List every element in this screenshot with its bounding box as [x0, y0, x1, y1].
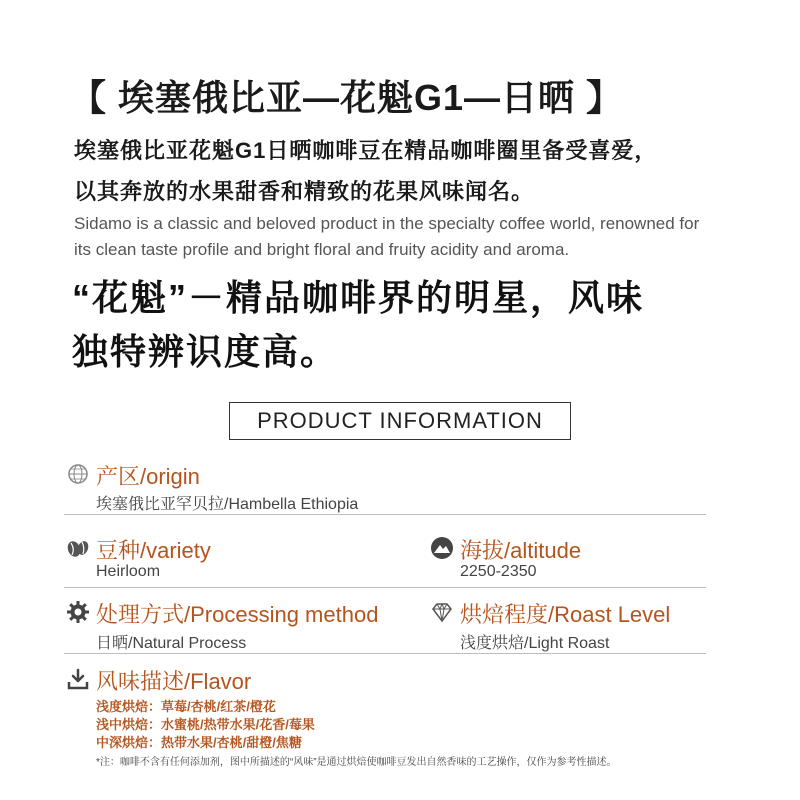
variety-label: 豆种/variety	[96, 538, 211, 563]
flavor-line-light: 浅度烘焙：草莓/杏桃/红茶/橙花	[96, 699, 276, 714]
intro-en-line1: Sidamo is a classic and beloved product in the specialty coffee world, renowned for	[74, 214, 700, 233]
coffee-bean-icon	[66, 536, 90, 560]
intro-zh-line1: 埃塞俄比亚花魁G1日晒咖啡豆在精品咖啡圈里备受喜爱，	[74, 138, 658, 163]
divider	[64, 587, 706, 588]
slogan-line1: “花魁”－精品咖啡界的明星，风味	[72, 277, 645, 318]
gear-icon	[66, 600, 90, 624]
divider	[64, 653, 706, 654]
flavor-line-light-medium: 浅中烘焙：水蜜桃/热带水果/花香/莓果	[96, 717, 315, 732]
processing-value: 日晒/Natural Process	[96, 635, 247, 652]
altitude-label: 海拔/altitude	[460, 538, 582, 563]
product-information-heading: PRODUCT INFORMATION	[229, 402, 571, 440]
download-icon	[66, 667, 90, 691]
origin-label: 产区/origin	[96, 464, 200, 489]
slogan-line2: 独特辨识度高。	[72, 331, 339, 372]
roast-label: 烘焙程度/Roast Level	[460, 602, 671, 627]
variety-value: Heirloom	[96, 563, 161, 580]
disclaimer-note: *注：咖啡不含有任何添加剂，图中所描述的“风味”是通过烘焙使咖啡豆发出自然香味的工艺操作，仅作为参考性描述。	[96, 757, 617, 768]
mountain-icon	[430, 536, 454, 560]
roast-value: 浅度烘焙/Light Roast	[460, 635, 610, 652]
processing-label: 处理方式/Processing method	[96, 602, 379, 627]
intro-en-line2: its clean taste profile and bright floral and fruity acidity and aroma.	[74, 240, 570, 259]
page-title: 【 埃塞俄比亚—花魁G1—日晒 】	[70, 77, 624, 118]
altitude-value: 2250-2350	[460, 563, 537, 580]
origin-value: 埃塞俄比亚罕贝拉/Hambella Ethiopia	[96, 496, 359, 513]
diamond-icon	[430, 600, 454, 624]
globe-icon	[66, 462, 90, 486]
divider	[64, 514, 706, 515]
intro-zh-line2: 以其奔放的水果甜香和精致的花果风味闻名。	[74, 179, 535, 204]
flavor-line-medium-dark: 中深烘焙：热带水果/杏桃/甜橙/焦糖	[96, 735, 302, 750]
flavor-label: 风味描述/Flavor	[96, 669, 252, 694]
